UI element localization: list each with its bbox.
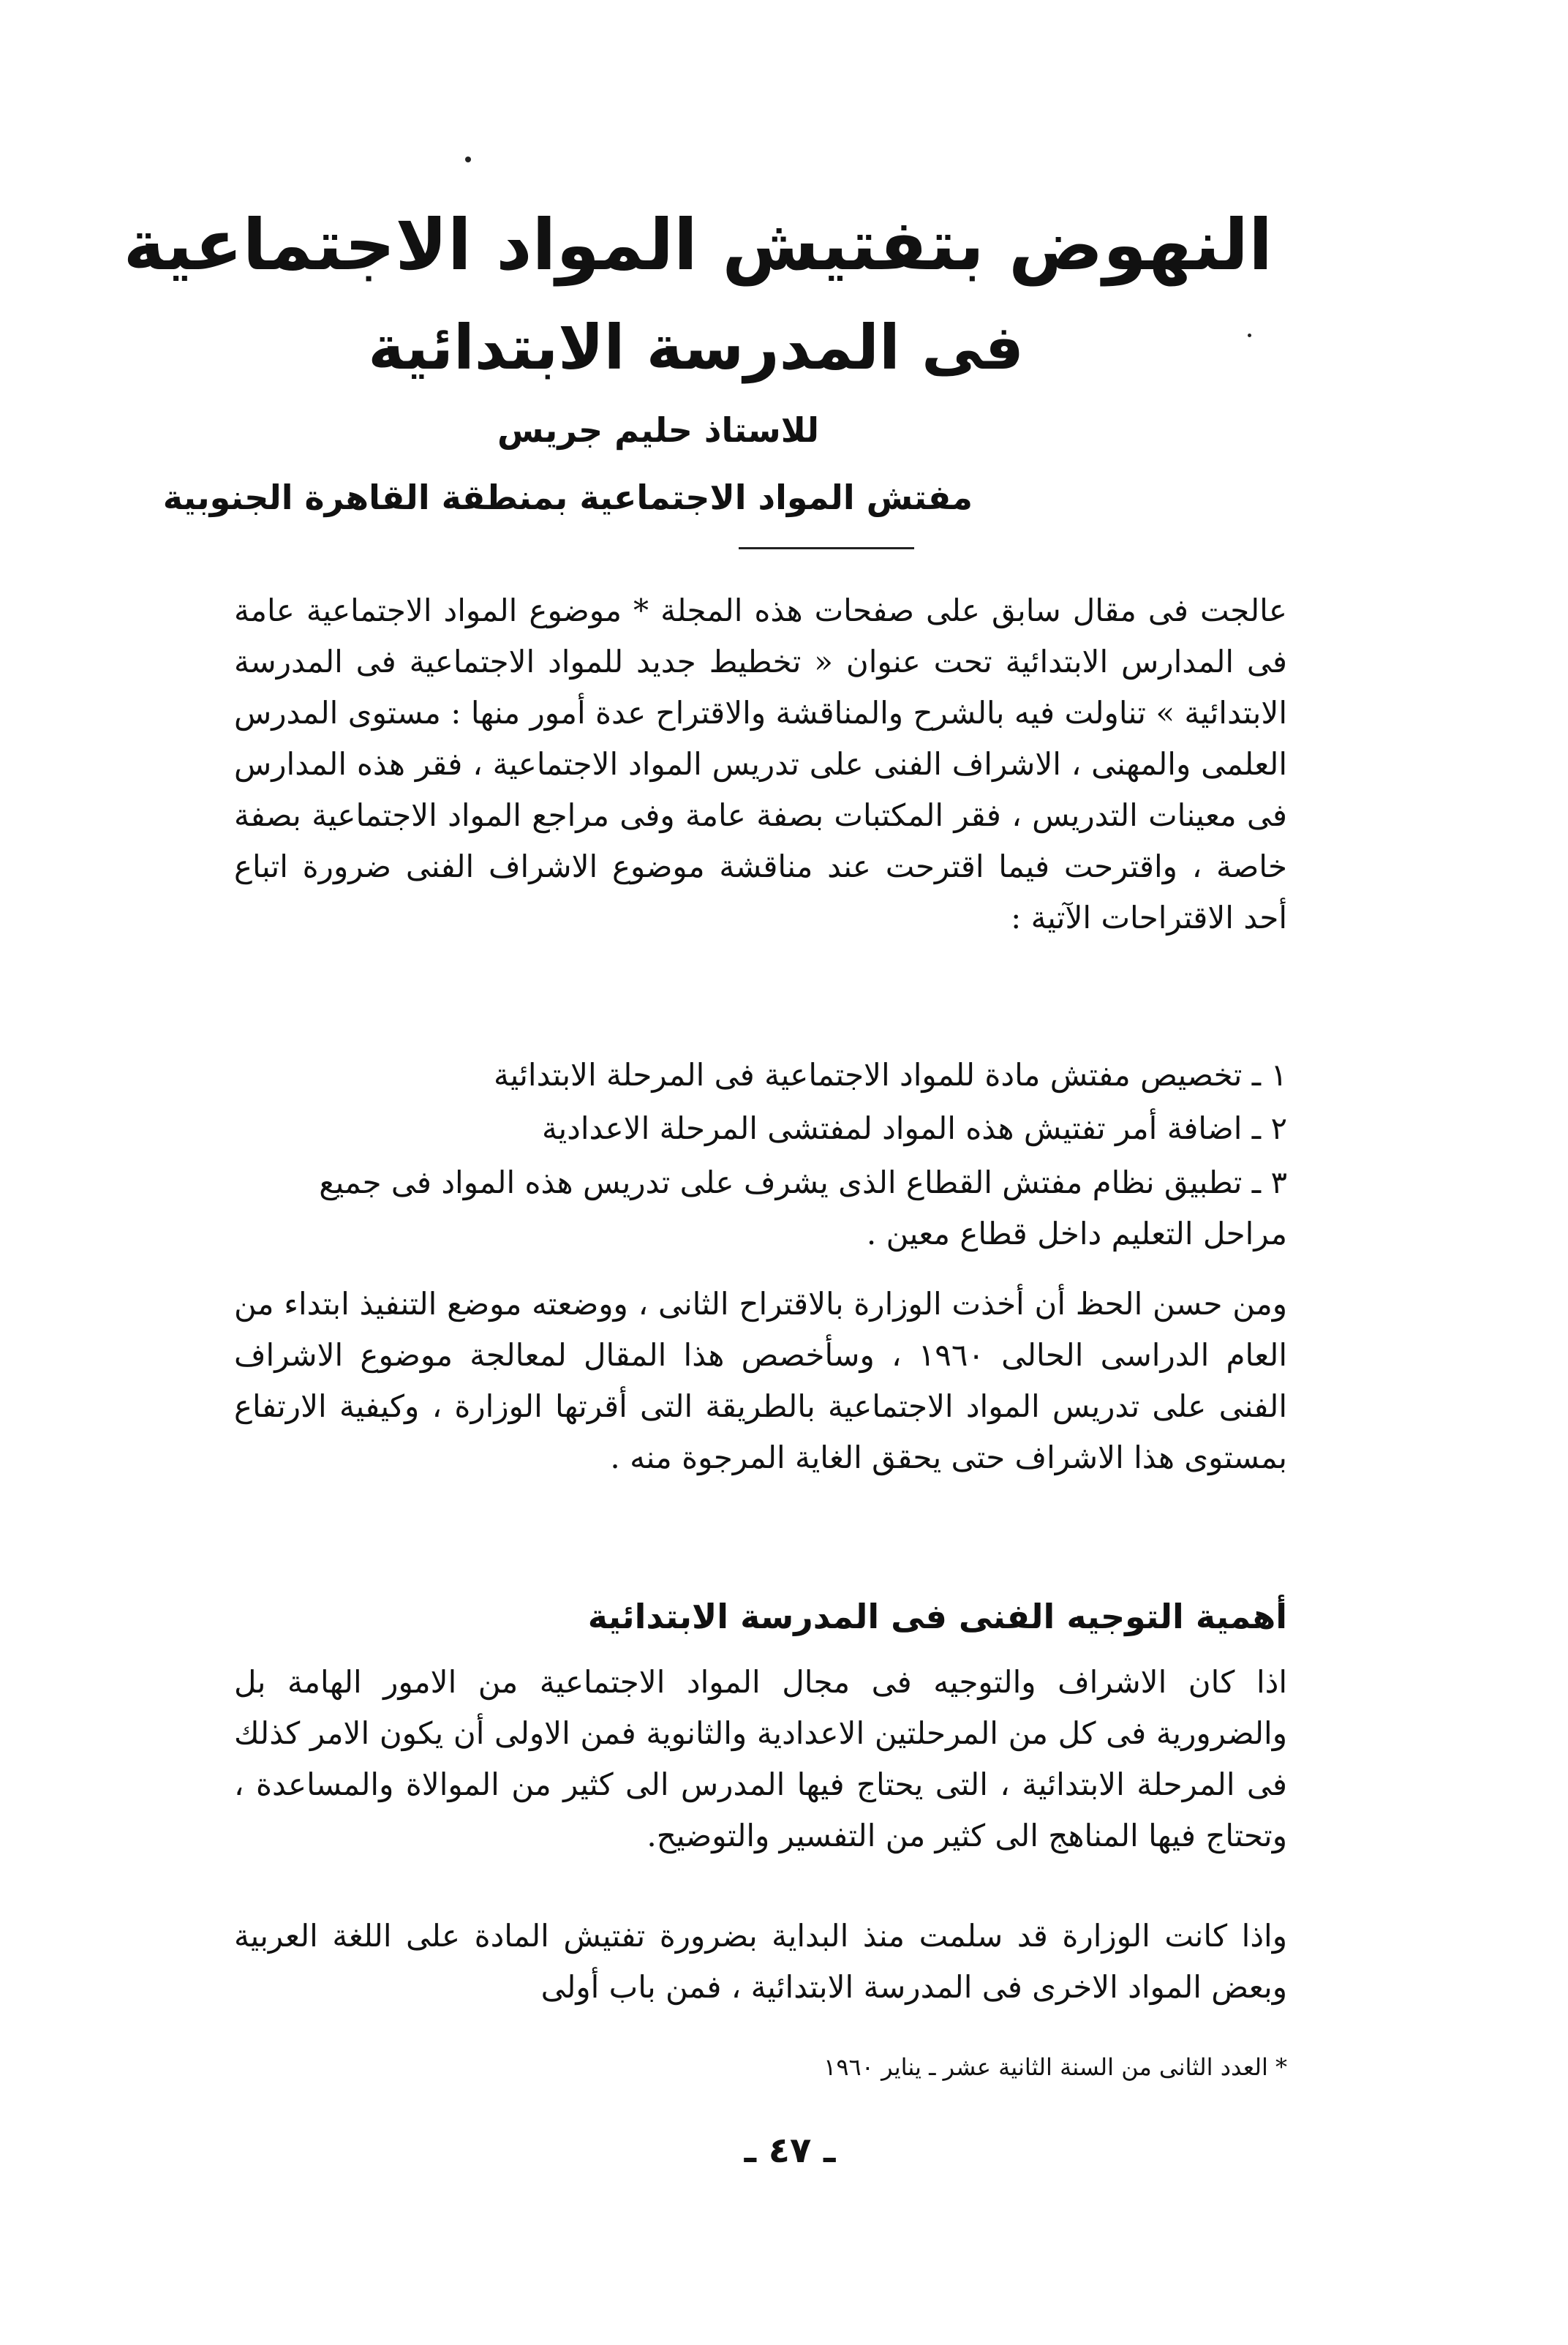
author-name: للاستاذ حليم جريس [497, 410, 819, 450]
article-title-line-1: النهوض بتفتيش المواد الاجتماعية [123, 204, 1273, 286]
intro-paragraph: عالجت فى مقال سابق على صفحات هذه المجلة * موضوع المواد الاجتماعية عامة فى المدارس الابتدائية تحت عنوان « تخطيط جديد للمواد الاجتماعية فى المدرسة الابتدائية » تناولت فيه بالشرح والمناقشة والاقتراح عدة أمور منها : مستوى المدرس العلمى والمهنى ، الاشراف الفنى على تدريس المواد الاجتماعية ، فقر هذه المدارس فى معينات التدريس ، فقر المكتبات بصفة عامة وفى مراجع المواد الاجتماعية بصفة خاصة ، واقترحت فيما اقترحت عند مناقشة موضوع الاشراف الفنى ضرورة اتباع أحد الاقتراحات الآتية : [234, 592, 1287, 936]
proposal-item-3: ٣ ـ تطبيق نظام مفتش القطاع الذى يشرف على تدريس هذه المواد فى جميع مراحل التعليم داخل قطاع معين . [319, 1164, 1287, 1251]
stray-mark [1248, 334, 1251, 337]
page-number: ـ ٤٧ ـ [744, 2130, 836, 2171]
footnote: * العدد الثانى من السنة الثانية عشر ـ يناير ١٩٦٠ [823, 2053, 1287, 2081]
article-title-line-2: فى المدرسة الابتدائية [368, 312, 1024, 383]
continuation-paragraph: واذا كانت الوزارة قد سلمت منذ البداية بضرورة تفتيش المادة على اللغة العربية وبعض المواد الاخرى فى المدرسة الابتدائية ، فمن باب أولى [234, 1918, 1287, 2005]
title-divider [739, 547, 914, 549]
implementation-paragraph: ومن حسن الحظ أن أخذت الوزارة بالاقتراح الثانى ، ووضعته موضع التنفيذ ابتداء من العام الدراسى الحالى ١٩٦٠ ، وسأخصص هذا المقال لمعالجة موضوع الاشراف الفنى على تدريس المواد الاجتماعية بالطريقة التى أقرتها الوزارة ، وكيفية الارتفاع بمستوى هذا الاشراف حتى يحقق الغاية المرجوة منه . [234, 1286, 1287, 1475]
stray-mark [465, 157, 471, 162]
importance-paragraph: اذا كان الاشراف والتوجيه فى مجال المواد الاجتماعية من الامور الهامة بل والضرورية فى كل من المرحلتين الاعدادية والثانوية فمن الاولى أن يكون الامر كذلك فى المرحلة الابتدائية ، التى يحتاج فيها المدرس الى كثير من الموالاة والمساعدة ، وتحتاج فيها المناهج الى كثير من التفسير والتوضيح. [234, 1664, 1287, 1853]
footnote-divider [205, 2028, 1287, 2029]
author-affiliation: مفتش المواد الاجتماعية بمنطقة القاهرة الجنوبية [162, 478, 973, 517]
proposal-item-1: ١ ـ تخصيص مفتش مادة للمواد الاجتماعية فى المرحلة الابتدائية [494, 1057, 1287, 1093]
proposal-item-2: ٢ ـ اضافة أمر تفتيش هذه المواد لمفتشى المرحلة الاعدادية [541, 1110, 1287, 1146]
section-heading: أهمية التوجيه الفنى فى المدرسة الابتدائية [587, 1597, 1287, 1636]
